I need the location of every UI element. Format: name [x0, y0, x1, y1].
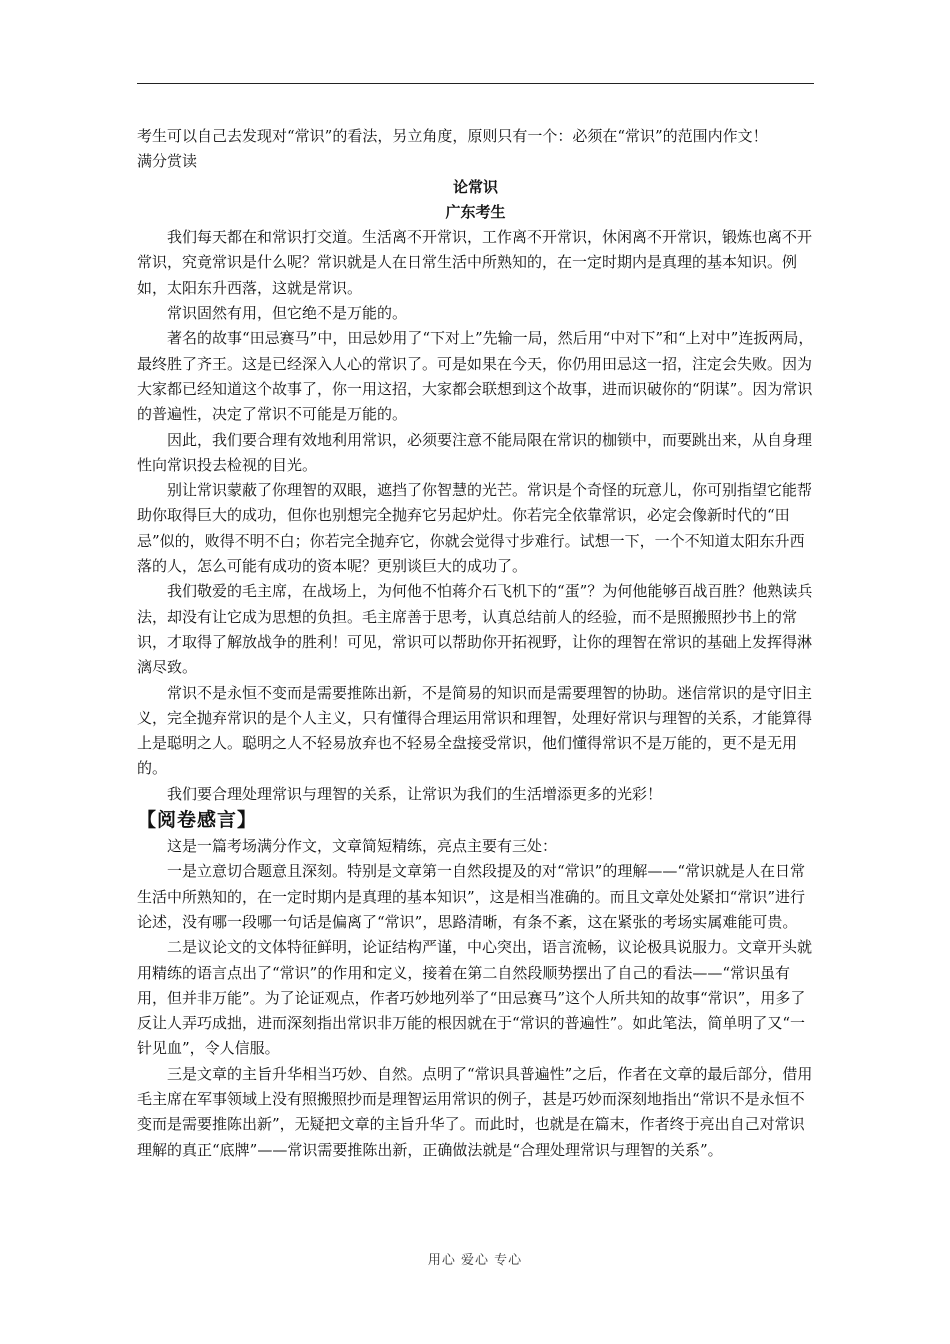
essay-paragraph: 常识不是永恒不变而是需要推陈出新，不是简易的知识而是需要理智的协助。迷信常识的是守旧主义，完全抛弃常识的是个人主义，只有懂得合理运用常识和理智，处理好常识与理智的关系，才能算得上是聪明之人。聪明之人不轻易放弃也不轻易全盘接受常识，他们懂得常识不是万能的，更不是无用的。: [137, 683, 813, 778]
header-rule: [137, 83, 814, 84]
essay-paragraph: 我们每天都在和常识打交道。生活离不开常识，工作离不开常识，休闲离不开常识，锻炼也离不开常识，究竟常识是什么呢？常识就是人在日常生活中所熟知的，在一定时期内是真理的基本知识。例如，太阳东升西落，这就是常识。: [137, 228, 813, 297]
essay-paragraph: 我们敬爱的毛主席，在战场上，为何他不怕蒋介石飞机下的“蛋”？为何他能够百战百胜？他熟读兵法，却没有让它成为思想的负担。毛主席善于思考，认真总结前人的经验，而不是照搬照抄书上的常识，才取得了解放战争的胜利！可见，常识可以帮助你开拓视野，让你的理智在常识的基础上发挥得淋漓尽致。: [137, 582, 813, 677]
review-paragraph: 二是议论文的文体特征鲜明，论证结构严谨，中心突出，语言流畅，议论极具说服力。文章开头就用精练的语言点出了“常识”的作用和定义，接着在第二自然段顺势摆出了自己的看法——“常识虽有用，但并非万能”。为了论证观点，作者巧妙地列举了“田忌赛马”这个人所共知的故事“常识”，用多了反让人弄巧成拙，进而深刻指出常识非万能的根因就在于“常识的普遍性”。如此笔法，简单明了又“一针见血”，令人信服。: [137, 938, 813, 1058]
essay-title: 论常识: [452, 177, 498, 196]
page-content: [137, 124, 814, 1163]
review-paragraph: 这是一篇考场满分作文，文章简短精练，亮点主要有三处：: [167, 837, 558, 856]
essay-paragraph: 别让常识蒙蔽了你理智的双眼，遮挡了你智慧的光芒。常识是个奇怪的玩意儿，你可别指望它能帮助你取得巨大的成功，但你也别想完全抛弃它另起炉灶。你若完全依靠常识，必定会像新时代的“田忌”似的，败得不明不白；你若完全抛弃它，你就会觉得寸步难行。试想一下，一个不知道太阳东升西落的人，怎么可能有成功的资本呢？更别谈巨大的成功了。: [137, 481, 813, 576]
essay-paragraph: 常识固然有用，但它绝不是万能的。: [167, 304, 408, 323]
page-footer: 用心 爱心 专心: [427, 1253, 523, 1268]
essay-paragraph: 我们要合理处理常识与理智的关系，让常识为我们的生活增添更多的光彩！: [167, 784, 663, 803]
review-paragraph: 一是立意切合题意且深刻。特别是文章第一自然段提及的对“常识”的理解——“常识就是人在日常生活中所熟知的，在一定时期内是真理的基本知识”，这是相当准确的。而且文章处处紧扣“常识”进行论述，没有哪一段哪一句话是偏离了“常识”，思路清晰，有条不紊，这在紧张的考场实属难能可贵。: [137, 862, 806, 931]
review-heading: 【阅卷感言】: [137, 809, 258, 832]
review-paragraph: 三是文章的主旨升华相当巧妙、自然。点明了“常识具普遍性”之后，作者在文章的最后部分，借用毛主席在军事领域上没有照搬照抄而是理智运用常识的例子，甚是巧妙而深刻地指出“常识不是永恒不变而是需要推陈出新”，无疑把文章的主旨升华了。而此时，也就是在篇末，作者终于亮出自己对常识理解的真正“底牌”——常识需要推陈出新，正确做法就是“合理处理常识与理智的关系”。: [137, 1064, 813, 1159]
essay-paragraph: 因此，我们要合理有效地利用常识，必须要注意不能局限在常识的枷锁中，而要跳出来，从自身理性向常识投去检视的目光。: [137, 430, 813, 474]
intro-label: 满分赏读: [137, 152, 198, 171]
essay-author: 广东考生: [445, 202, 506, 221]
essay-paragraph: 著名的故事“田忌赛马”中，田忌妙用了“下对上”先输一局，然后用“中对下”和“上对中”连扳两局，最终胜了齐王。这是已经深入人心的常识了。可是如果在今天，你仍用田忌这一招，注定会失败。因为大家都已经知道这个故事了，你一用这招，大家都会联想到这个故事，进而识破你的“阴谋”。因为常识的普遍性，决定了常识不可能是万能的。: [137, 329, 814, 424]
intro-line: 考生可以自己去发现对“常识”的看法，另立角度，原则只有一个：必须在“常识”的范围内作文！: [137, 127, 768, 145]
